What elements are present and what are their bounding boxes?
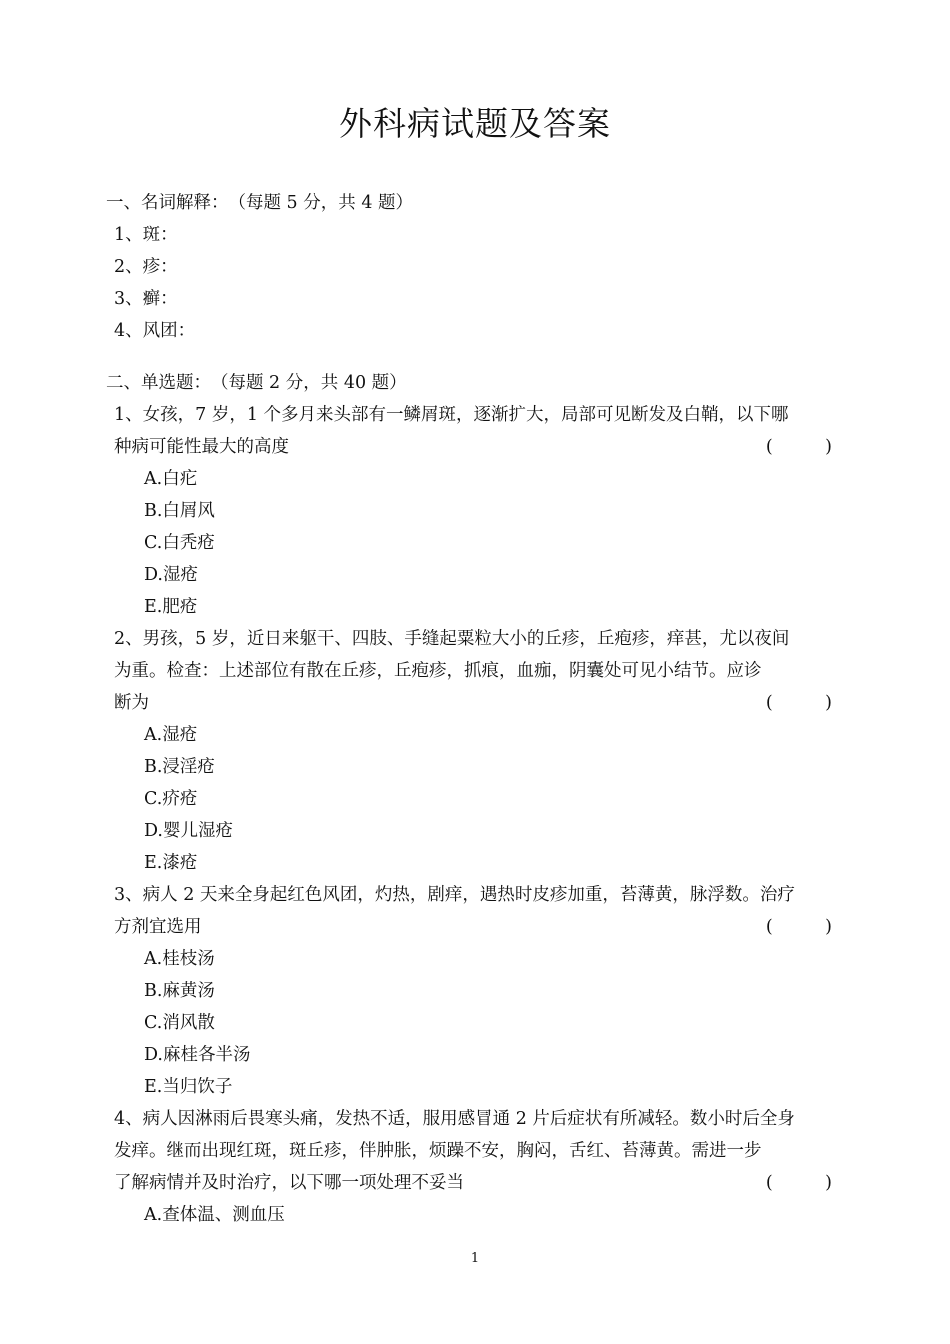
question-text-line: 了解病情并及时治疗，以下哪一项处理不妥当	[114, 1173, 464, 1193]
answer-option: A.白疕	[144, 469, 198, 489]
question-text-line: 2、男孩，5 岁，近日来躯干、四肢、手缝起粟粒大小的丘疹，丘疱疹，痒甚，尤以夜间	[114, 629, 790, 649]
document-body	[106, 187, 854, 1231]
section-heading-single-choice: 二、单选题： （每题 2 分，共 40 题）	[106, 373, 407, 393]
question-text-line: 为重。检查：上述部位有散在丘疹，丘疱疹，抓痕，血痂，阴囊处可见小结节。应诊	[114, 661, 762, 681]
answer-option: C.白秃疮	[144, 533, 215, 553]
question-text-line: 发痒。继而出现红斑，斑丘疹，伴肿胀，烦躁不安，胸闷，舌红、苔薄黄。需进一步	[114, 1141, 762, 1161]
question-text-line: 4、病人因淋雨后畏寒头痛，发热不适，服用感冒通 2 片后症状有所减轻。数小时后全身	[114, 1109, 795, 1129]
answer-option: D.湿疮	[144, 565, 198, 585]
answer-option: C.消风散	[144, 1013, 215, 1033]
answer-blank: ( )	[765, 917, 832, 937]
answer-option: B.麻黄汤	[144, 981, 215, 1001]
section-heading-definitions: 一、名词解释： （每题 5 分，共 4 题）	[106, 193, 414, 213]
answer-option: E.当归饮子	[144, 1077, 233, 1097]
question-text-line: 1、女孩，7 岁，1 个多月来头部有一鳞屑斑，逐渐扩大，局部可见断发及白鞘，以下哪	[114, 405, 789, 425]
question-text-line: 断为	[114, 693, 149, 713]
answer-blank: ( )	[765, 437, 832, 457]
answer-option: B.白屑风	[144, 501, 215, 521]
answer-blank: ( )	[765, 1173, 832, 1193]
definition-item: 1、斑：	[114, 225, 178, 245]
answer-blank: ( )	[765, 693, 832, 713]
answer-option: A.湿疮	[144, 725, 198, 745]
document-title: 外科病试题及答案	[339, 104, 611, 143]
definition-item: 4、风团：	[114, 321, 196, 341]
answer-option: C.疥疮	[144, 789, 198, 809]
answer-option: D.麻桂各半汤	[144, 1045, 251, 1065]
page-number: 1	[470, 1251, 480, 1266]
answer-option: E.漆疮	[144, 853, 198, 873]
definition-item: 3、癣：	[114, 289, 178, 309]
question-stem	[106, 399, 854, 463]
question-stem	[106, 879, 854, 943]
answer-option: A.查体温、测血压	[144, 1205, 285, 1225]
question-text-line: 方剂宜选用	[114, 917, 202, 937]
question-text-line: 种病可能性最大的高度	[114, 437, 289, 457]
definition-item: 2、疹：	[114, 257, 178, 277]
answer-option: D.婴儿湿疮	[144, 821, 233, 841]
question-text-line: 3、病人 2 天来全身起红色风团，灼热，剧痒，遇热时皮疹加重，苔薄黄，脉浮数。治疗	[114, 885, 795, 905]
question-stem	[106, 1103, 854, 1199]
answer-option: A.桂枝汤	[144, 949, 215, 969]
answer-option: B.浸淫疮	[144, 757, 215, 777]
question-stem	[106, 623, 854, 719]
answer-option: E.肥疮	[144, 597, 198, 617]
